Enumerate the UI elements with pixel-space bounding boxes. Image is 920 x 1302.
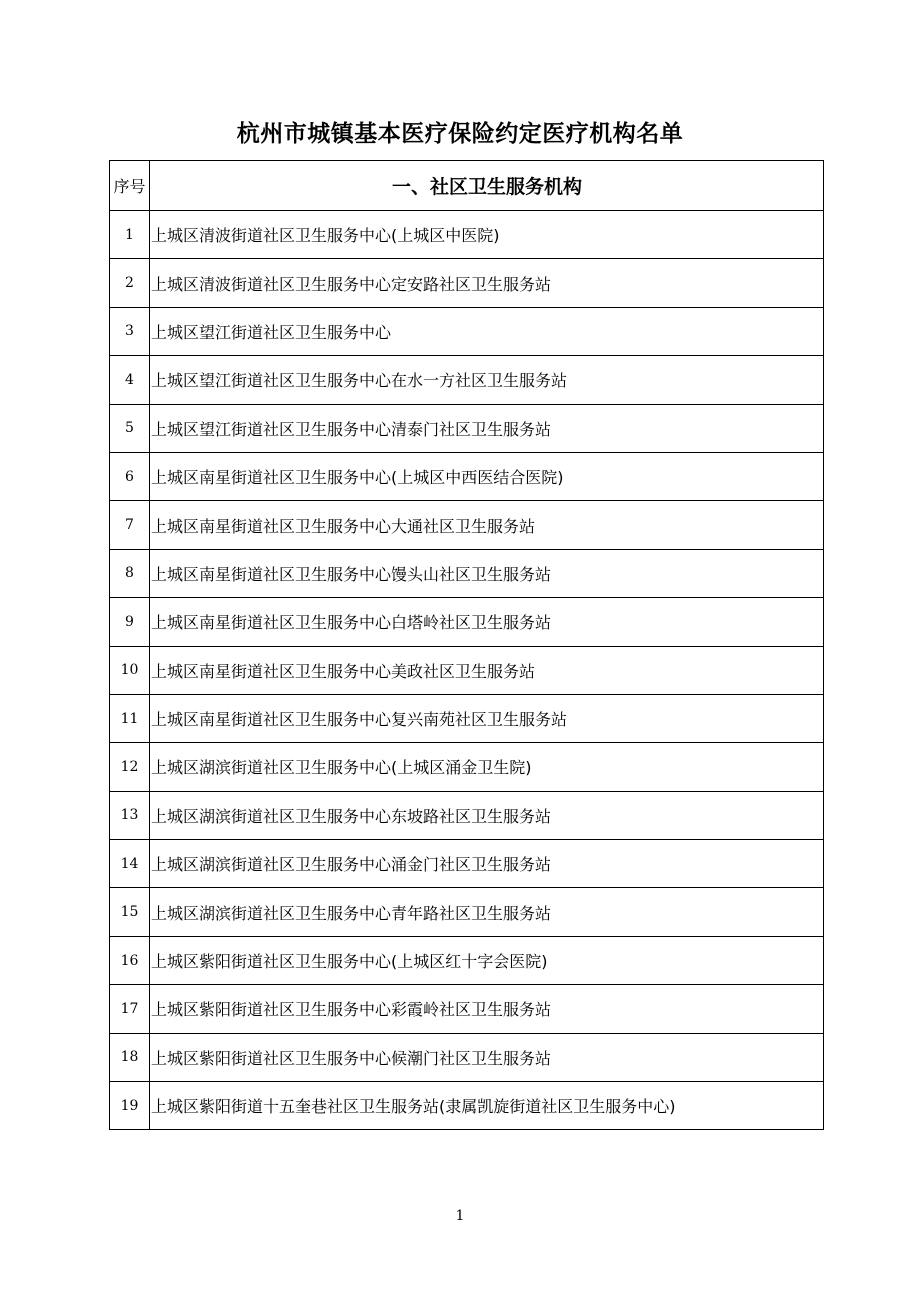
institution-name: 上城区南星街道社区卫生服务中心大通社区卫生服务站 xyxy=(150,501,824,549)
table-row xyxy=(110,259,824,307)
document-title: 杭州市城镇基本医疗保险约定医疗机构名单 xyxy=(236,121,684,147)
table-row xyxy=(110,936,824,984)
row-number: 17 xyxy=(110,985,150,1033)
row-number: 7 xyxy=(110,501,150,549)
row-number: 11 xyxy=(110,694,150,742)
table-row xyxy=(110,840,824,888)
table-row xyxy=(110,307,824,355)
row-number: 4 xyxy=(110,356,150,404)
row-number: 8 xyxy=(110,549,150,597)
institution-name: 上城区南星街道社区卫生服务中心(上城区中西医结合医院) xyxy=(150,452,824,500)
institution-name: 上城区湖滨街道社区卫生服务中心青年路社区卫生服务站 xyxy=(150,888,824,936)
table-row xyxy=(110,985,824,1033)
column-header-number: 序号 xyxy=(110,161,150,211)
row-number: 12 xyxy=(110,743,150,791)
institution-name: 上城区望江街道社区卫生服务中心 xyxy=(150,307,824,355)
table-row xyxy=(110,356,824,404)
row-number: 13 xyxy=(110,791,150,839)
table-row xyxy=(110,501,824,549)
institution-name: 上城区望江街道社区卫生服务中心清泰门社区卫生服务站 xyxy=(150,404,824,452)
institution-name: 上城区湖滨街道社区卫生服务中心东坡路社区卫生服务站 xyxy=(150,791,824,839)
row-number: 16 xyxy=(110,936,150,984)
institution-name: 上城区南星街道社区卫生服务中心白塔岭社区卫生服务站 xyxy=(150,598,824,646)
table-row xyxy=(110,549,824,597)
section-heading: 一、社区卫生服务机构 xyxy=(150,161,824,211)
row-number: 18 xyxy=(110,1033,150,1081)
institution-table-body xyxy=(110,161,824,1130)
table-row xyxy=(110,888,824,936)
table-row xyxy=(110,791,824,839)
institution-name: 上城区紫阳街道社区卫生服务中心(上城区红十字会医院) xyxy=(150,936,824,984)
table-row xyxy=(110,694,824,742)
institution-name: 上城区南星街道社区卫生服务中心美政社区卫生服务站 xyxy=(150,646,824,694)
row-number: 9 xyxy=(110,598,150,646)
table-row xyxy=(110,452,824,500)
table-row xyxy=(110,1082,824,1130)
institution-name: 上城区湖滨街道社区卫生服务中心涌金门社区卫生服务站 xyxy=(150,840,824,888)
table-header-row xyxy=(110,161,824,211)
table-row xyxy=(110,1033,824,1081)
row-number: 15 xyxy=(110,888,150,936)
row-number: 3 xyxy=(110,307,150,355)
table-row xyxy=(110,743,824,791)
table-row xyxy=(110,211,824,259)
institution-name: 上城区清波街道社区卫生服务中心定安路社区卫生服务站 xyxy=(150,259,824,307)
row-number: 6 xyxy=(110,452,150,500)
row-number: 10 xyxy=(110,646,150,694)
table-row xyxy=(110,404,824,452)
row-number: 14 xyxy=(110,840,150,888)
row-number: 5 xyxy=(110,404,150,452)
institution-name: 上城区清波街道社区卫生服务中心(上城区中医院) xyxy=(150,211,824,259)
institution-name: 上城区紫阳街道社区卫生服务中心彩霞岭社区卫生服务站 xyxy=(150,985,824,1033)
institution-table xyxy=(109,160,824,1130)
row-number: 2 xyxy=(110,259,150,307)
institution-name: 上城区紫阳街道社区卫生服务中心候潮门社区卫生服务站 xyxy=(150,1033,824,1081)
institution-name: 上城区紫阳街道十五奎巷社区卫生服务站(隶属凯旋街道社区卫生服务中心) xyxy=(150,1082,824,1130)
institution-name: 上城区南星街道社区卫生服务中心复兴南苑社区卫生服务站 xyxy=(150,694,824,742)
table-row xyxy=(110,646,824,694)
page-number: 1 xyxy=(455,1208,465,1224)
institution-name: 上城区望江街道社区卫生服务中心在水一方社区卫生服务站 xyxy=(150,356,824,404)
table-row xyxy=(110,598,824,646)
row-number: 19 xyxy=(110,1082,150,1130)
row-number: 1 xyxy=(110,211,150,259)
institution-name: 上城区湖滨街道社区卫生服务中心(上城区涌金卫生院) xyxy=(150,743,824,791)
institution-name: 上城区南星街道社区卫生服务中心馒头山社区卫生服务站 xyxy=(150,549,824,597)
